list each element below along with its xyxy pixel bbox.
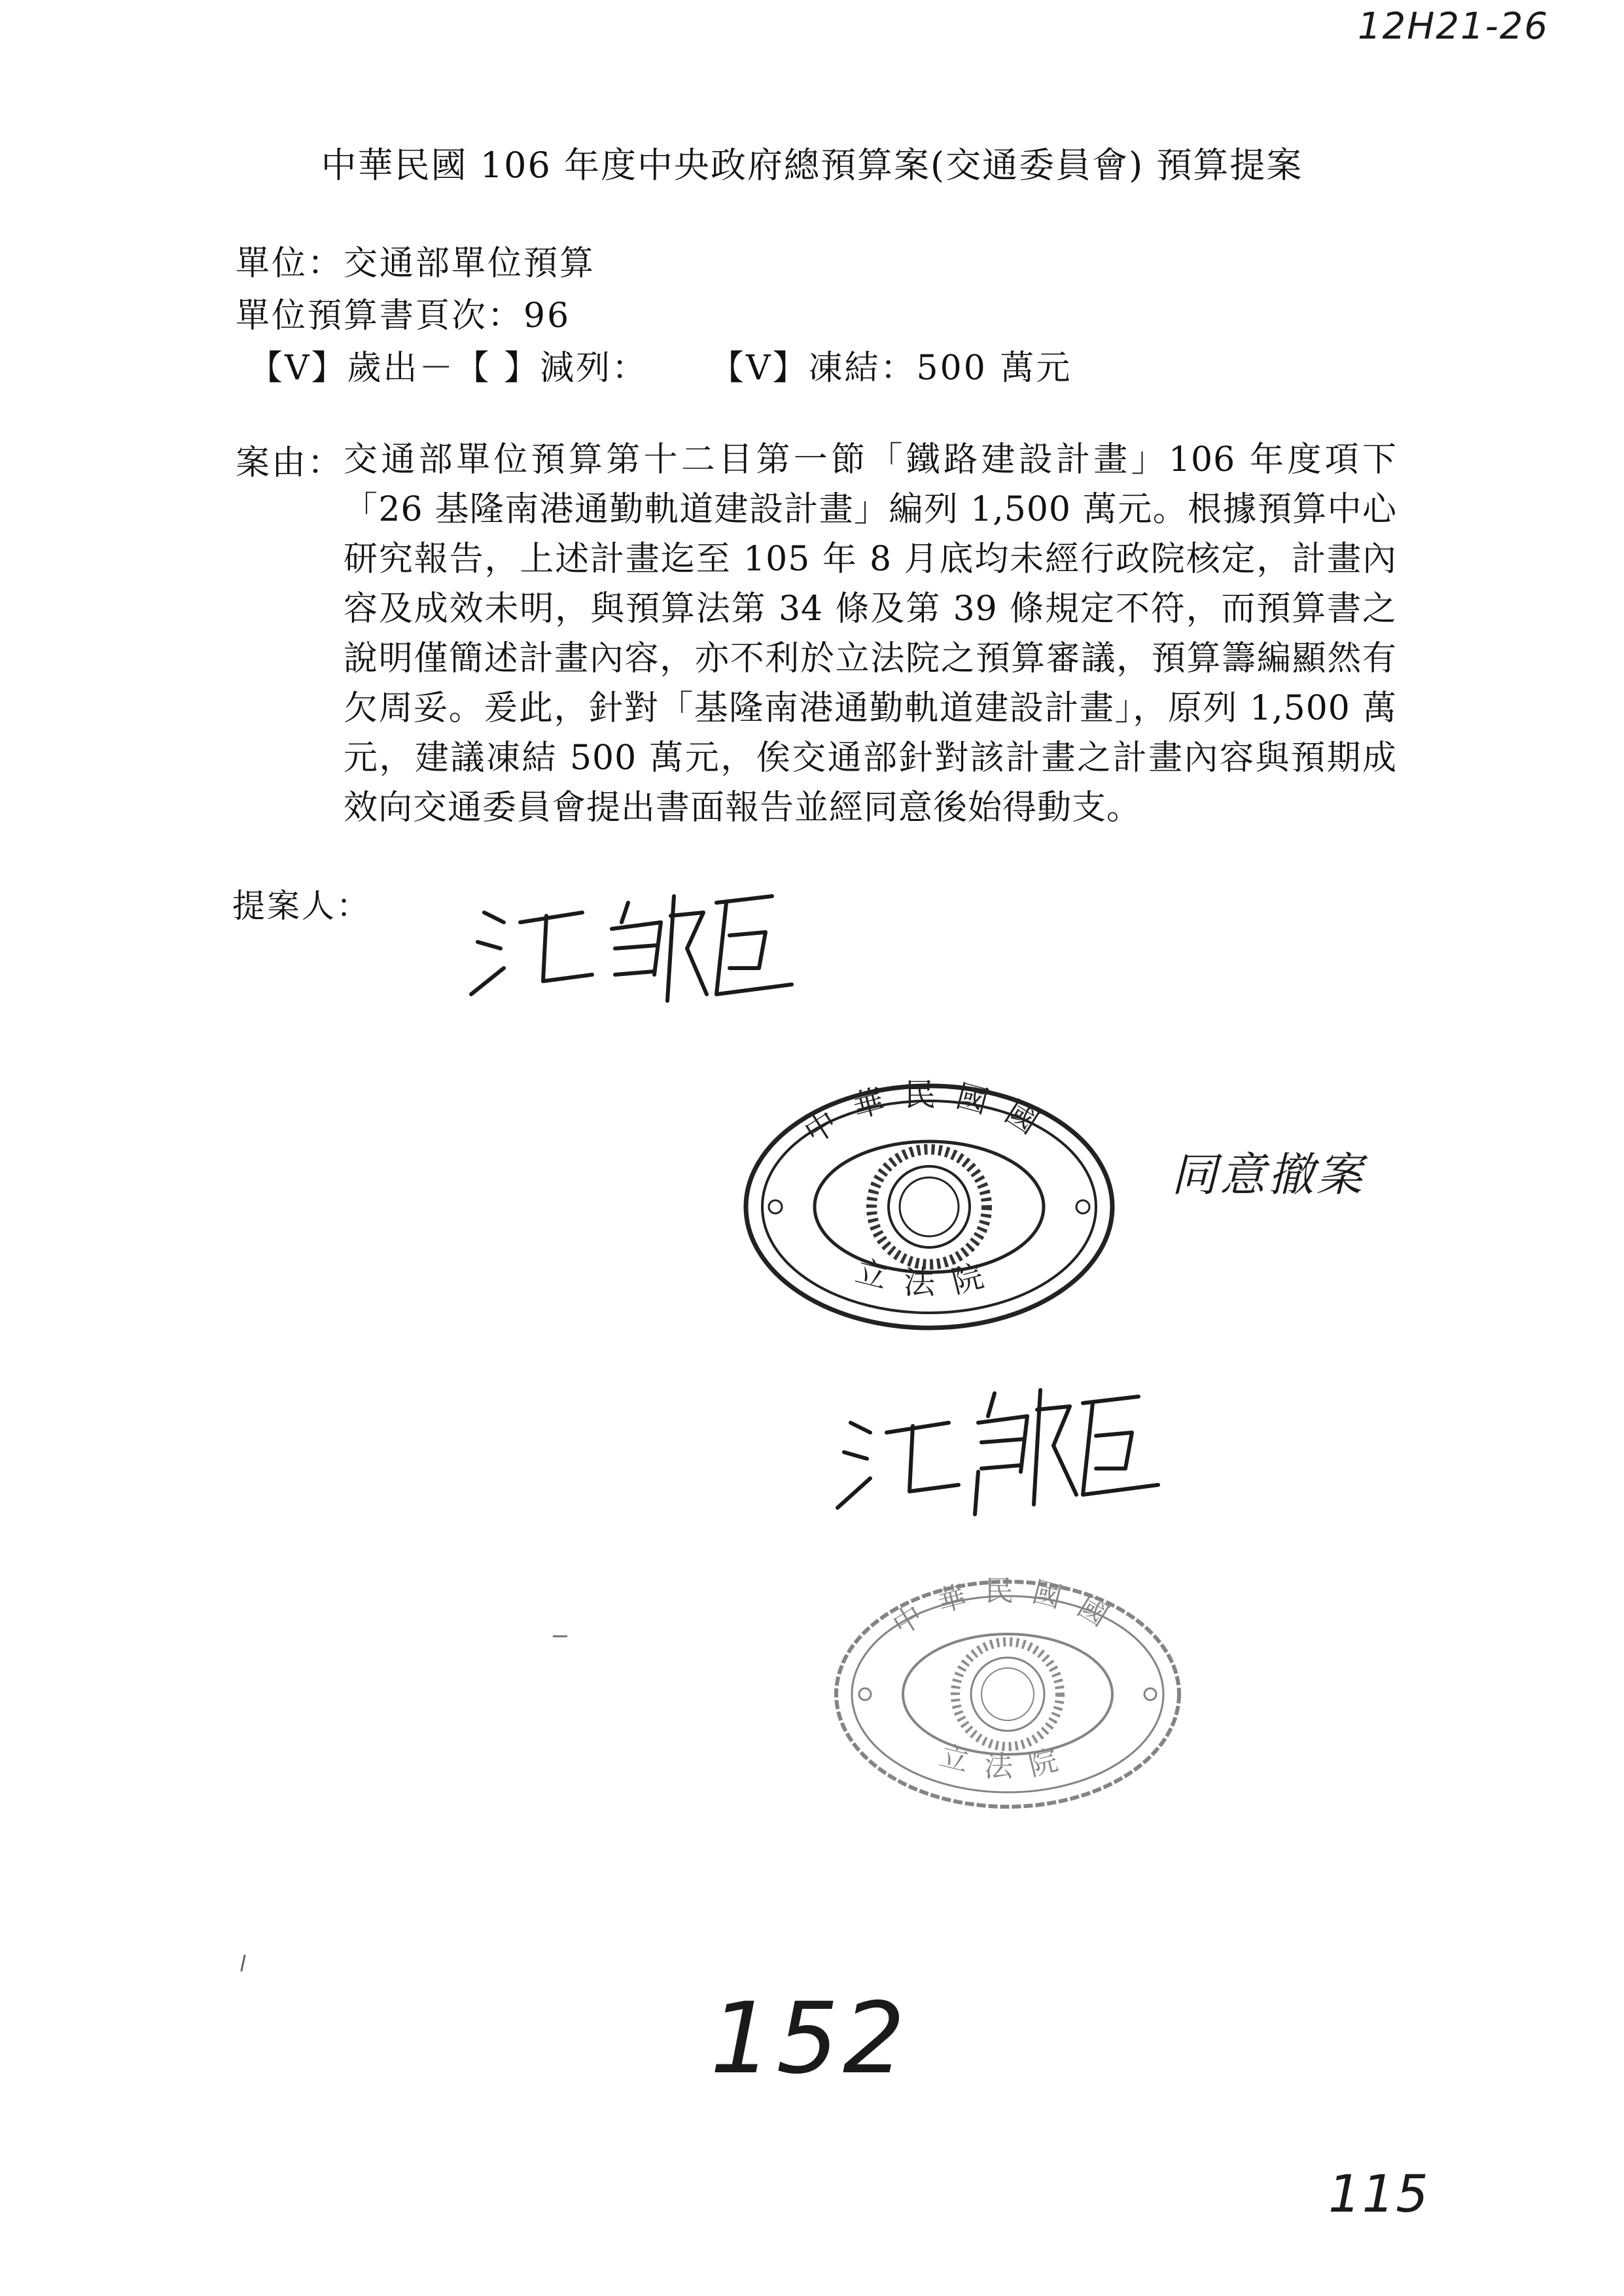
withdrawal-note: 同意撤案 xyxy=(1171,1148,1365,1202)
seal2-top-text: 中華民國國 xyxy=(887,1574,1129,1643)
document-code: 12Н21-26 xyxy=(1358,5,1549,48)
svg-text:立法院 xyxy=(936,1739,1079,1783)
unit-field: 單位：交通部單位預算 xyxy=(236,244,596,283)
seal-bottom-text: 立法院 xyxy=(851,1253,1007,1301)
page-field: 單位預算書頁次：96 xyxy=(236,296,571,336)
proposer-signature xyxy=(458,877,824,1007)
freeze-field: 【V】凍結：500 萬元 xyxy=(710,349,1072,388)
stray-mark xyxy=(553,1635,567,1637)
legislative-yuan-seal-second xyxy=(831,1576,1184,1812)
stray-mark xyxy=(240,1955,245,1972)
proposer-label: 提案人： xyxy=(232,887,371,925)
svg-text:中華民國國 xyxy=(887,1574,1129,1643)
seal-top-text: 中華民國國 xyxy=(798,1077,1061,1152)
svg-text:立法院 xyxy=(852,1253,1006,1301)
handwritten-page-number: 152 xyxy=(710,1982,909,2096)
document-title: 中華民國 106 年度中央政府總預算案(交通委員會) 預算提案 xyxy=(321,145,1303,186)
case-text: 交通部單位預算第十二目第一節「鐵路建設計畫」106 年度項下「26 基隆南港通勤軌道建設計畫」編列 1,500 萬元。根據預算中心研究報告，上述計畫迄至 105 年 8 月底均未經行政院核定，計畫內容及成效未明，與預算法第 34 條及第 39 條規定不符，而預算書之說明僅簡述計畫內容，亦不利於立法院之預算審議，預算籌編顯然有欠周妥。爰此，針對「基隆南港通勤軌道建設計畫」，原列 1,500 萬元，建議凍結 500 萬元，俟交通部針對該計畫之計畫內容與預期成效向交通委員會提出書面報告並經同意後始得動支。 xyxy=(344,440,1397,827)
second-signature xyxy=(818,1374,1184,1518)
case-label: 案由： xyxy=(236,444,344,483)
legislative-yuan-seal xyxy=(739,1079,1119,1334)
footer-page-number: 115 xyxy=(1328,2165,1430,2224)
options-field: 【V】歲出－【 】減列： xyxy=(249,349,648,388)
seal2-bottom-text: 立法院 xyxy=(936,1739,1080,1783)
